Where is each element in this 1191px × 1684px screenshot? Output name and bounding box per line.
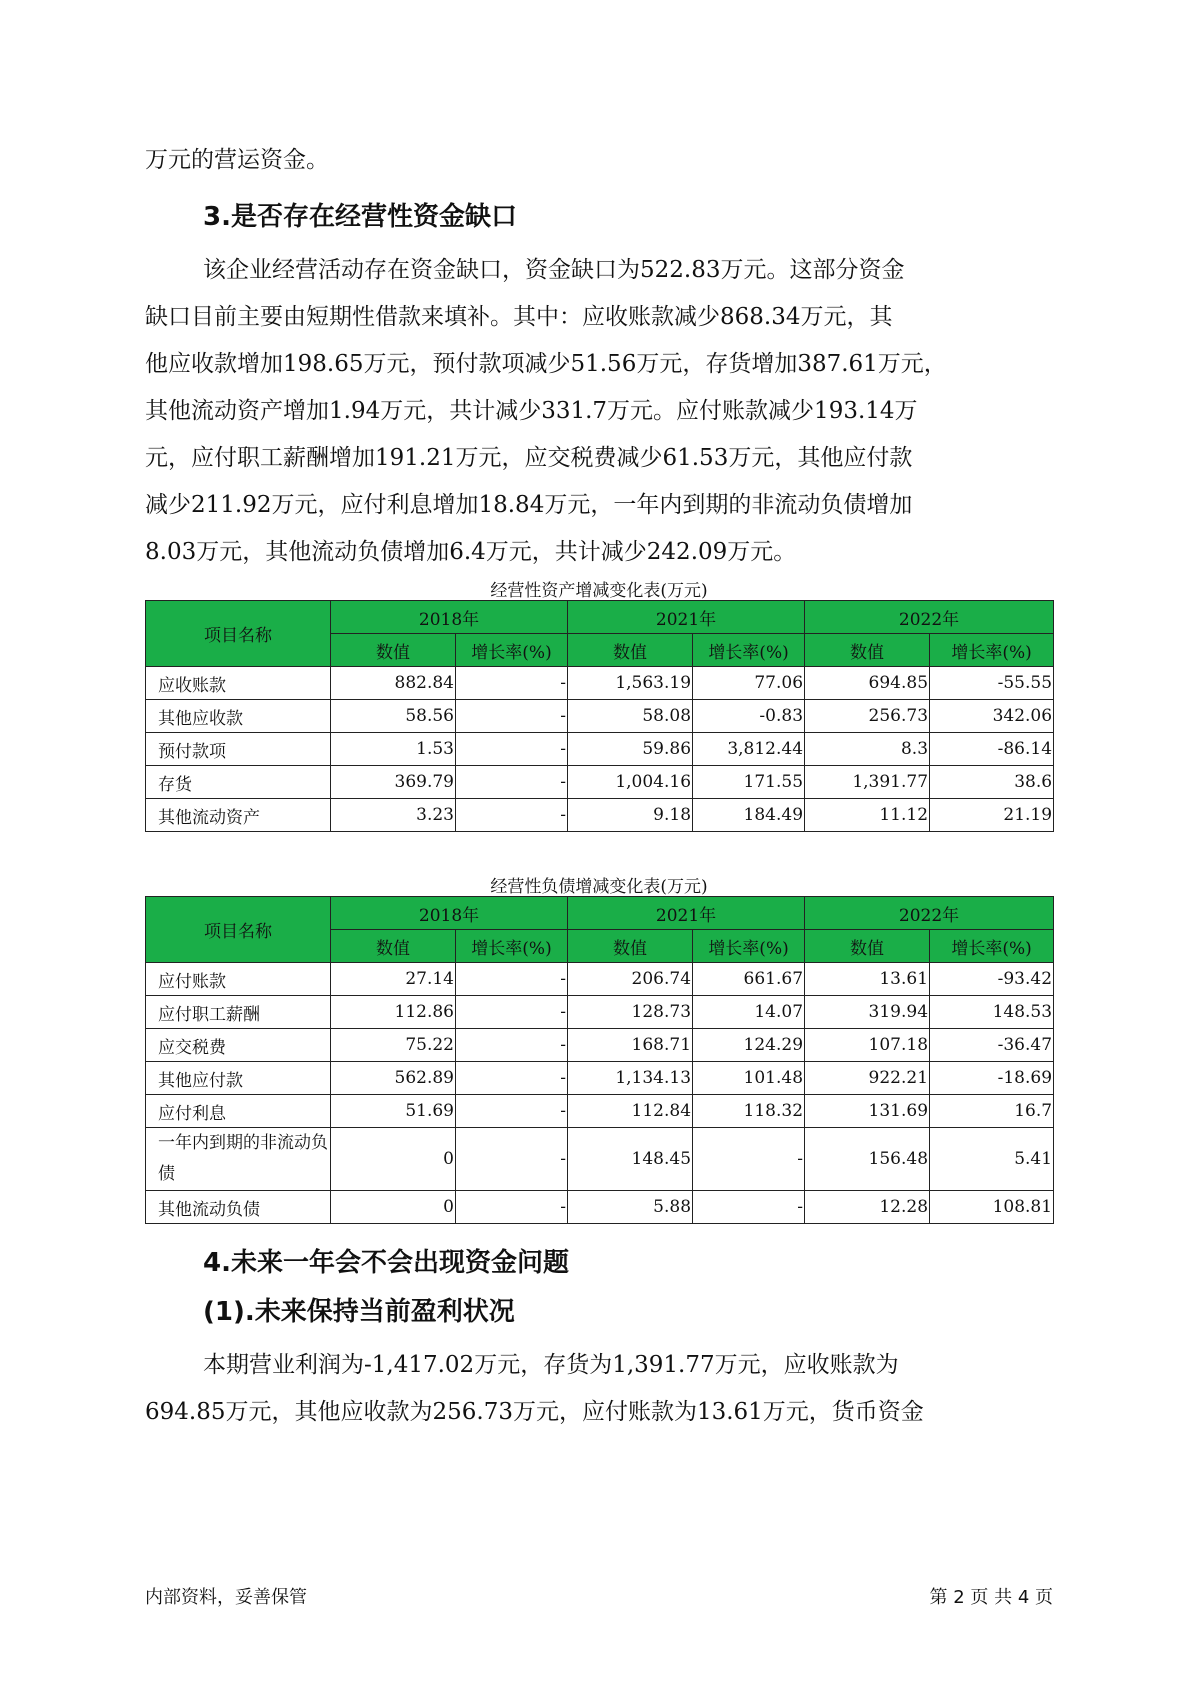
growth-rate-cell: 661.67 [693,963,805,996]
operating-assets-table [145,600,1054,832]
value-cell: 922.21 [805,1062,930,1095]
value-header: 数值 [568,930,693,963]
value-cell: 156.48 [805,1128,930,1191]
value-cell: 9.18 [568,799,693,832]
value-cell: 131.69 [805,1095,930,1128]
year-header: 2021年 [568,897,805,930]
table-row [146,799,1054,832]
table-row [146,1029,1054,1062]
year-header: 2022年 [805,601,1054,634]
paragraph-line: 694.85万元，其他应收款为256.73万元，应付账款为13.61万元，货币资金 [145,1399,924,1425]
paragraph-line: 缺口目前主要由短期性借款来填补。其中：应收账款减少868.34万元，其 [145,304,893,330]
growth-rate-cell: -18.69 [930,1062,1054,1095]
liabilities-table-caption: 经营性负债增减变化表(万元) [490,877,708,897]
growth-rate-cell: -55.55 [930,667,1054,700]
value-cell: 0 [331,1128,456,1191]
footer-confidential-note: 内部资料，妥善保管 [145,1587,307,1608]
growth-rate-header: 增长率(%) [930,930,1054,963]
table-row [146,963,1054,996]
row-label: 应交税费 [146,1029,331,1062]
growth-rate-cell: - [456,1062,568,1095]
value-cell: 562.89 [331,1062,456,1095]
growth-rate-cell: 148.53 [930,996,1054,1029]
value-cell: 8.3 [805,733,930,766]
growth-rate-cell: 118.32 [693,1095,805,1128]
value-header: 数值 [568,634,693,667]
value-cell: 107.18 [805,1029,930,1062]
table-row [146,733,1054,766]
funding-gap-paragraph [145,247,1050,576]
growth-rate-cell: 342.06 [930,700,1054,733]
growth-rate-cell: 21.19 [930,799,1054,832]
table-row [146,1128,1054,1191]
table-row [146,1095,1054,1128]
growth-rate-cell: - [456,1029,568,1062]
value-cell: 5.88 [568,1191,693,1224]
growth-rate-cell: - [456,700,568,733]
paragraph-line: 该企业经营活动存在资金缺口，资金缺口为522.83万元。这部分资金 [203,257,905,283]
growth-rate-cell: 3,812.44 [693,733,805,766]
operating-liabilities-table [145,896,1054,1224]
growth-rate-cell: -86.14 [930,733,1054,766]
growth-rate-cell: -93.42 [930,963,1054,996]
growth-rate-cell: - [456,667,568,700]
value-cell: 1.53 [331,733,456,766]
row-label: 应付职工薪酬 [146,996,331,1029]
row-label: 其他应付款 [146,1062,331,1095]
value-cell: 75.22 [331,1029,456,1062]
paragraph-line: 其他流动资产增加1.94万元，共计减少331.7万元。应付账款减少193.14万 [145,398,918,424]
value-cell: 0 [331,1191,456,1224]
row-label: 应付利息 [146,1095,331,1128]
growth-rate-cell: - [456,1191,568,1224]
year-header: 2021年 [568,601,805,634]
paragraph-line: 8.03万元，其他流动负债增加6.4万元，共计减少242.09万元。 [145,539,797,565]
row-label: 一年内到期的非流动负债 [146,1128,331,1191]
value-cell: 58.56 [331,700,456,733]
value-cell: 168.71 [568,1029,693,1062]
intro-paragraph [145,137,1050,184]
growth-rate-header: 增长率(%) [456,634,568,667]
row-label: 存货 [146,766,331,799]
row-label: 应收账款 [146,667,331,700]
item-name-header: 项目名称 [146,897,331,963]
value-header: 数值 [805,930,930,963]
value-cell: 27.14 [331,963,456,996]
growth-rate-cell: - [456,996,568,1029]
growth-rate-cell: -36.47 [930,1029,1054,1062]
year-header: 2022年 [805,897,1054,930]
growth-rate-header: 增长率(%) [693,930,805,963]
row-label: 应付账款 [146,963,331,996]
value-cell: 128.73 [568,996,693,1029]
value-header: 数值 [805,634,930,667]
assets-table-caption: 经营性资产增减变化表(万元) [490,581,708,601]
growth-rate-cell: 108.81 [930,1191,1054,1224]
row-label: 其他应收款 [146,700,331,733]
growth-rate-cell: - [693,1191,805,1224]
growth-rate-cell: - [456,766,568,799]
growth-rate-cell: - [456,733,568,766]
value-cell: 256.73 [805,700,930,733]
table-row [146,766,1054,799]
growth-rate-cell: 14.07 [693,996,805,1029]
year-header: 2018年 [331,601,568,634]
growth-rate-cell: 184.49 [693,799,805,832]
value-cell: 11.12 [805,799,930,832]
value-cell: 1,563.19 [568,667,693,700]
row-label: 其他流动资产 [146,799,331,832]
growth-rate-cell: - [693,1128,805,1191]
value-cell: 1,004.16 [568,766,693,799]
table-row [146,1191,1054,1224]
growth-rate-cell: 124.29 [693,1029,805,1062]
value-header: 数值 [331,634,456,667]
value-cell: 1,134.13 [568,1062,693,1095]
row-label: 其他流动负债 [146,1191,331,1224]
section-heading-4: 4.未来一年会不会出现资金问题 [203,1248,569,1278]
table-row [146,700,1054,733]
growth-rate-cell: - [456,1095,568,1128]
table-row [146,667,1054,700]
value-cell: 58.08 [568,700,693,733]
value-cell: 206.74 [568,963,693,996]
value-cell: 319.94 [805,996,930,1029]
value-cell: 13.61 [805,963,930,996]
value-cell: 51.69 [331,1095,456,1128]
growth-rate-cell: - [456,963,568,996]
value-header: 数值 [331,930,456,963]
growth-rate-header: 增长率(%) [693,634,805,667]
growth-rate-cell: 101.48 [693,1062,805,1095]
paragraph-line: 减少211.92万元，应付利息增加18.84万元，一年内到期的非流动负债增加 [145,492,913,518]
value-cell: 112.86 [331,996,456,1029]
value-cell: 369.79 [331,766,456,799]
growth-rate-header: 增长率(%) [456,930,568,963]
value-cell: 1,391.77 [805,766,930,799]
growth-rate-header: 增长率(%) [930,634,1054,667]
item-name-header: 项目名称 [146,601,331,667]
value-cell: 882.84 [331,667,456,700]
section-heading-3: 3.是否存在经营性资金缺口 [203,202,517,232]
value-cell: 112.84 [568,1095,693,1128]
growth-rate-cell: -0.83 [693,700,805,733]
table-row [146,996,1054,1029]
growth-rate-cell: 38.6 [930,766,1054,799]
growth-rate-cell: - [456,799,568,832]
growth-rate-cell: 171.55 [693,766,805,799]
year-header: 2018年 [331,897,568,930]
value-cell: 59.86 [568,733,693,766]
footer-page-number: 第 2 页 共 4 页 [929,1587,1053,1608]
table-row [146,1062,1054,1095]
value-cell: 148.45 [568,1128,693,1191]
growth-rate-cell: 5.41 [930,1128,1054,1191]
growth-rate-cell: 16.7 [930,1095,1054,1128]
paragraph-line: 万元的营运资金。 [145,147,329,173]
value-cell: 3.23 [331,799,456,832]
paragraph-line: 元，应付职工薪酬增加191.21万元，应交税费减少61.53万元，其他应付款 [145,445,913,471]
growth-rate-cell: - [456,1128,568,1191]
value-cell: 12.28 [805,1191,930,1224]
row-label: 预付款项 [146,733,331,766]
growth-rate-cell: 77.06 [693,667,805,700]
value-cell: 694.85 [805,667,930,700]
profit-paragraph [145,1342,1050,1436]
paragraph-line: 本期营业利润为-1,417.02万元，存货为1,391.77万元，应收账款为 [203,1352,899,1378]
subsection-heading-4-1: (1).未来保持当前盈利状况 [203,1297,515,1327]
paragraph-line: 他应收款增加198.65万元，预付款项减少51.56万元，存货增加387.61万元， [145,351,947,377]
